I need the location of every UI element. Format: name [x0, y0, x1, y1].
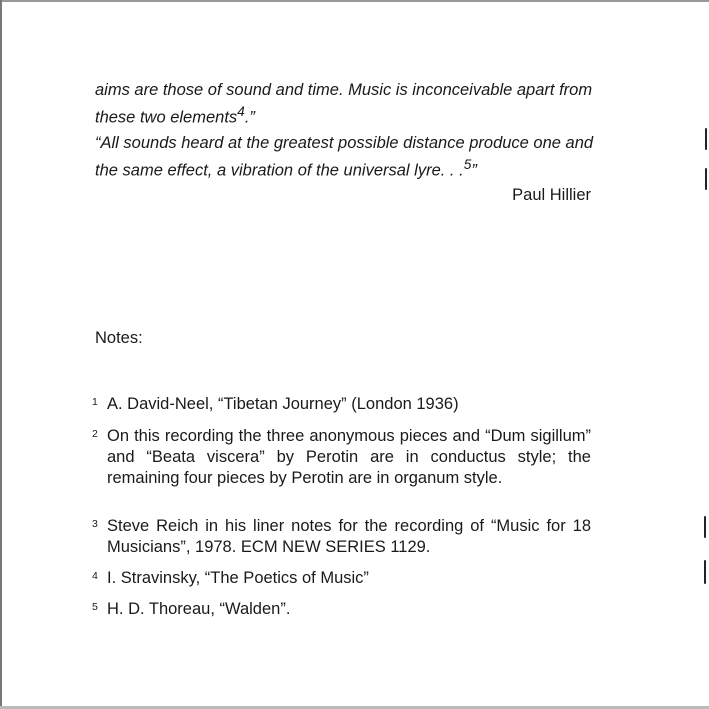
- footnote-item: [92, 426, 591, 489]
- attribution: Paul Hillier: [512, 186, 591, 204]
- footnote-text: A. David-Neel, “Tibetan Journey” (London 1936): [107, 395, 459, 413]
- footnote-number: 3: [92, 518, 98, 530]
- page-edge-top: [0, 0, 709, 2]
- footnote-text: On this recording the three anonymous pieces and “Dum sigillum” and “Beata viscera” by Perotin are in conductus style; the remaining four pieces by Perotin are in organum style.: [107, 427, 591, 487]
- footnote-number: 4: [92, 570, 98, 582]
- quote-text: “All sounds heard at the greatest possible distance produce one and the same effect, a vibration of the universal lyre. . .: [95, 134, 594, 180]
- footnote-ref-5: 5: [463, 157, 472, 172]
- quote-continuation: [95, 80, 595, 129]
- footnote-number: 2: [92, 428, 98, 440]
- page-edge-left: [0, 0, 2, 709]
- scan-edge-mark: [705, 128, 707, 150]
- scan-edge-mark: [704, 516, 706, 538]
- footnote-item: [92, 516, 591, 558]
- quote-end: .”: [244, 108, 255, 127]
- footnote-item: [92, 568, 591, 589]
- quote-end: ”: [471, 161, 477, 180]
- footnote-text: Steve Reich in his liner notes for the recording of “Music for 18 Musicians”, 1978. ECM NEW SERIES 1129.: [107, 517, 591, 556]
- footnote-number: 1: [92, 396, 98, 408]
- quote-text: aims are those of sound and time. Music is inconceivable apart from these two elements: [95, 81, 593, 127]
- footnote-text: H. D. Thoreau, “Walden”.: [107, 600, 291, 618]
- footnote-text: I. Stravinsky, “The Poetics of Music”: [107, 569, 369, 587]
- scan-edge-mark: [705, 168, 707, 190]
- footnote-number: 5: [92, 601, 98, 613]
- notes-heading: Notes:: [95, 329, 143, 347]
- scan-edge-mark: [704, 560, 706, 584]
- footnote-item: [92, 394, 591, 415]
- footnote-item: [92, 599, 591, 620]
- quote-thoreau: [95, 133, 595, 182]
- footnote-ref-4: 4: [237, 104, 245, 119]
